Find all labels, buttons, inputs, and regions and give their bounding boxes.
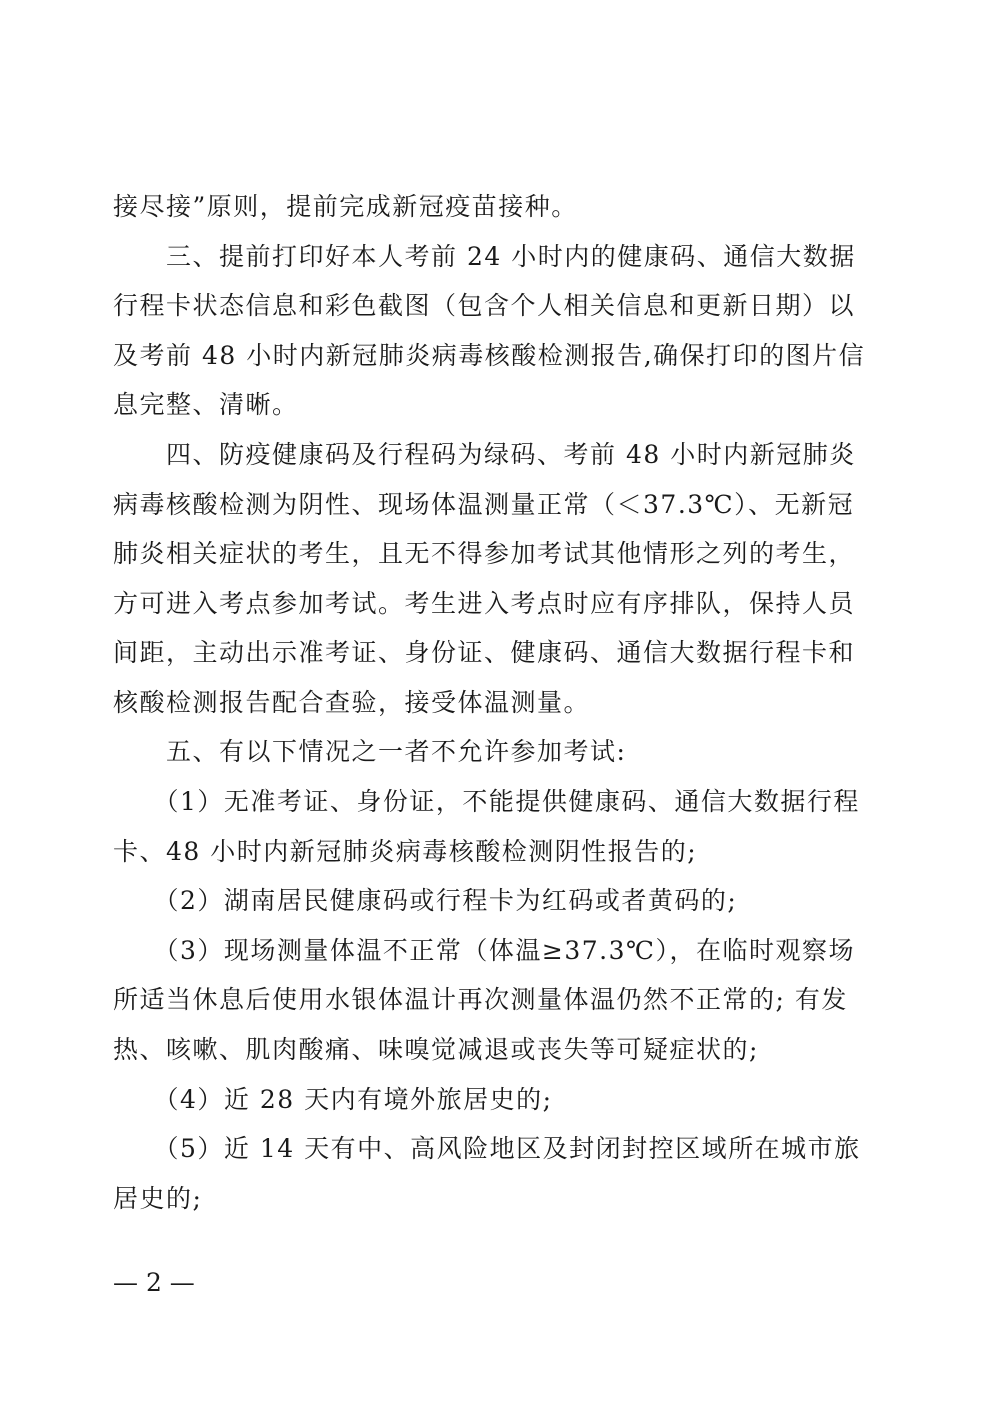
paragraph-line: 行程卡状态信息和彩色截图（包含个人相关信息和更新日期）以	[113, 291, 856, 320]
paragraph-line: （1）无准考证、身份证，不能提供健康码、通信大数据行程	[113, 787, 860, 816]
paragraph-line: 热、咳嗽、肌肉酸痛、味嗅觉减退或丧失等可疑症状的;	[113, 1035, 759, 1064]
paragraph-line: 所适当休息后使用水银体温计再次测量体温仍然不正常的; 有发	[113, 985, 848, 1014]
paragraph-line: （4）近 28 天内有境外旅居史的;	[113, 1085, 553, 1114]
paragraph-line: （3）现场测量体温不正常（体温≥37.3℃），在临时观察场	[113, 936, 855, 965]
paragraph-line: 病毒核酸检测为阴性、现场体温测量正常（＜37.3℃）、无新冠	[113, 490, 855, 519]
paragraph-line: 四、防疫健康码及行程码为绿码、考前 48 小时内新冠肺炎	[113, 440, 856, 469]
paragraph-line: 卡、48 小时内新冠肺炎病毒核酸检测阴性报告的;	[113, 837, 698, 866]
paragraph-line: 接尽接”原则，提前完成新冠疫苗接种。	[113, 192, 578, 221]
paragraph-line: （5）近 14 天有中、高风险地区及封闭封控区域所在城市旅	[113, 1134, 861, 1163]
page-number: — 2 —	[113, 1268, 195, 1297]
paragraph-line: 肺炎相关症状的考生，且无不得参加考试其他情形之列的考生，	[113, 539, 856, 568]
paragraph-line: 居史的;	[113, 1184, 203, 1213]
paragraph-line: 息完整、清晰。	[113, 390, 299, 419]
paragraph-line: 及考前 48 小时内新冠肺炎病毒核酸检测报告,确保打印的图片信	[113, 341, 866, 370]
paragraph-line: （2）湖南居民健康码或行程卡为红码或者黄码的;	[113, 886, 738, 915]
paragraph-line: 核酸检测报告配合查验，接受体温测量。	[113, 688, 591, 717]
paragraph-line: 三、提前打印好本人考前 24 小时内的健康码、通信大数据	[113, 242, 856, 271]
paragraph-line: 间距，主动出示准考证、身份证、健康码、通信大数据行程卡和	[113, 638, 856, 667]
paragraph-line: 五、有以下情况之一者不允许参加考试:	[113, 737, 627, 766]
paragraph-line: 方可进入考点参加考试。考生进入考点时应有序排队，保持人员	[113, 589, 856, 618]
